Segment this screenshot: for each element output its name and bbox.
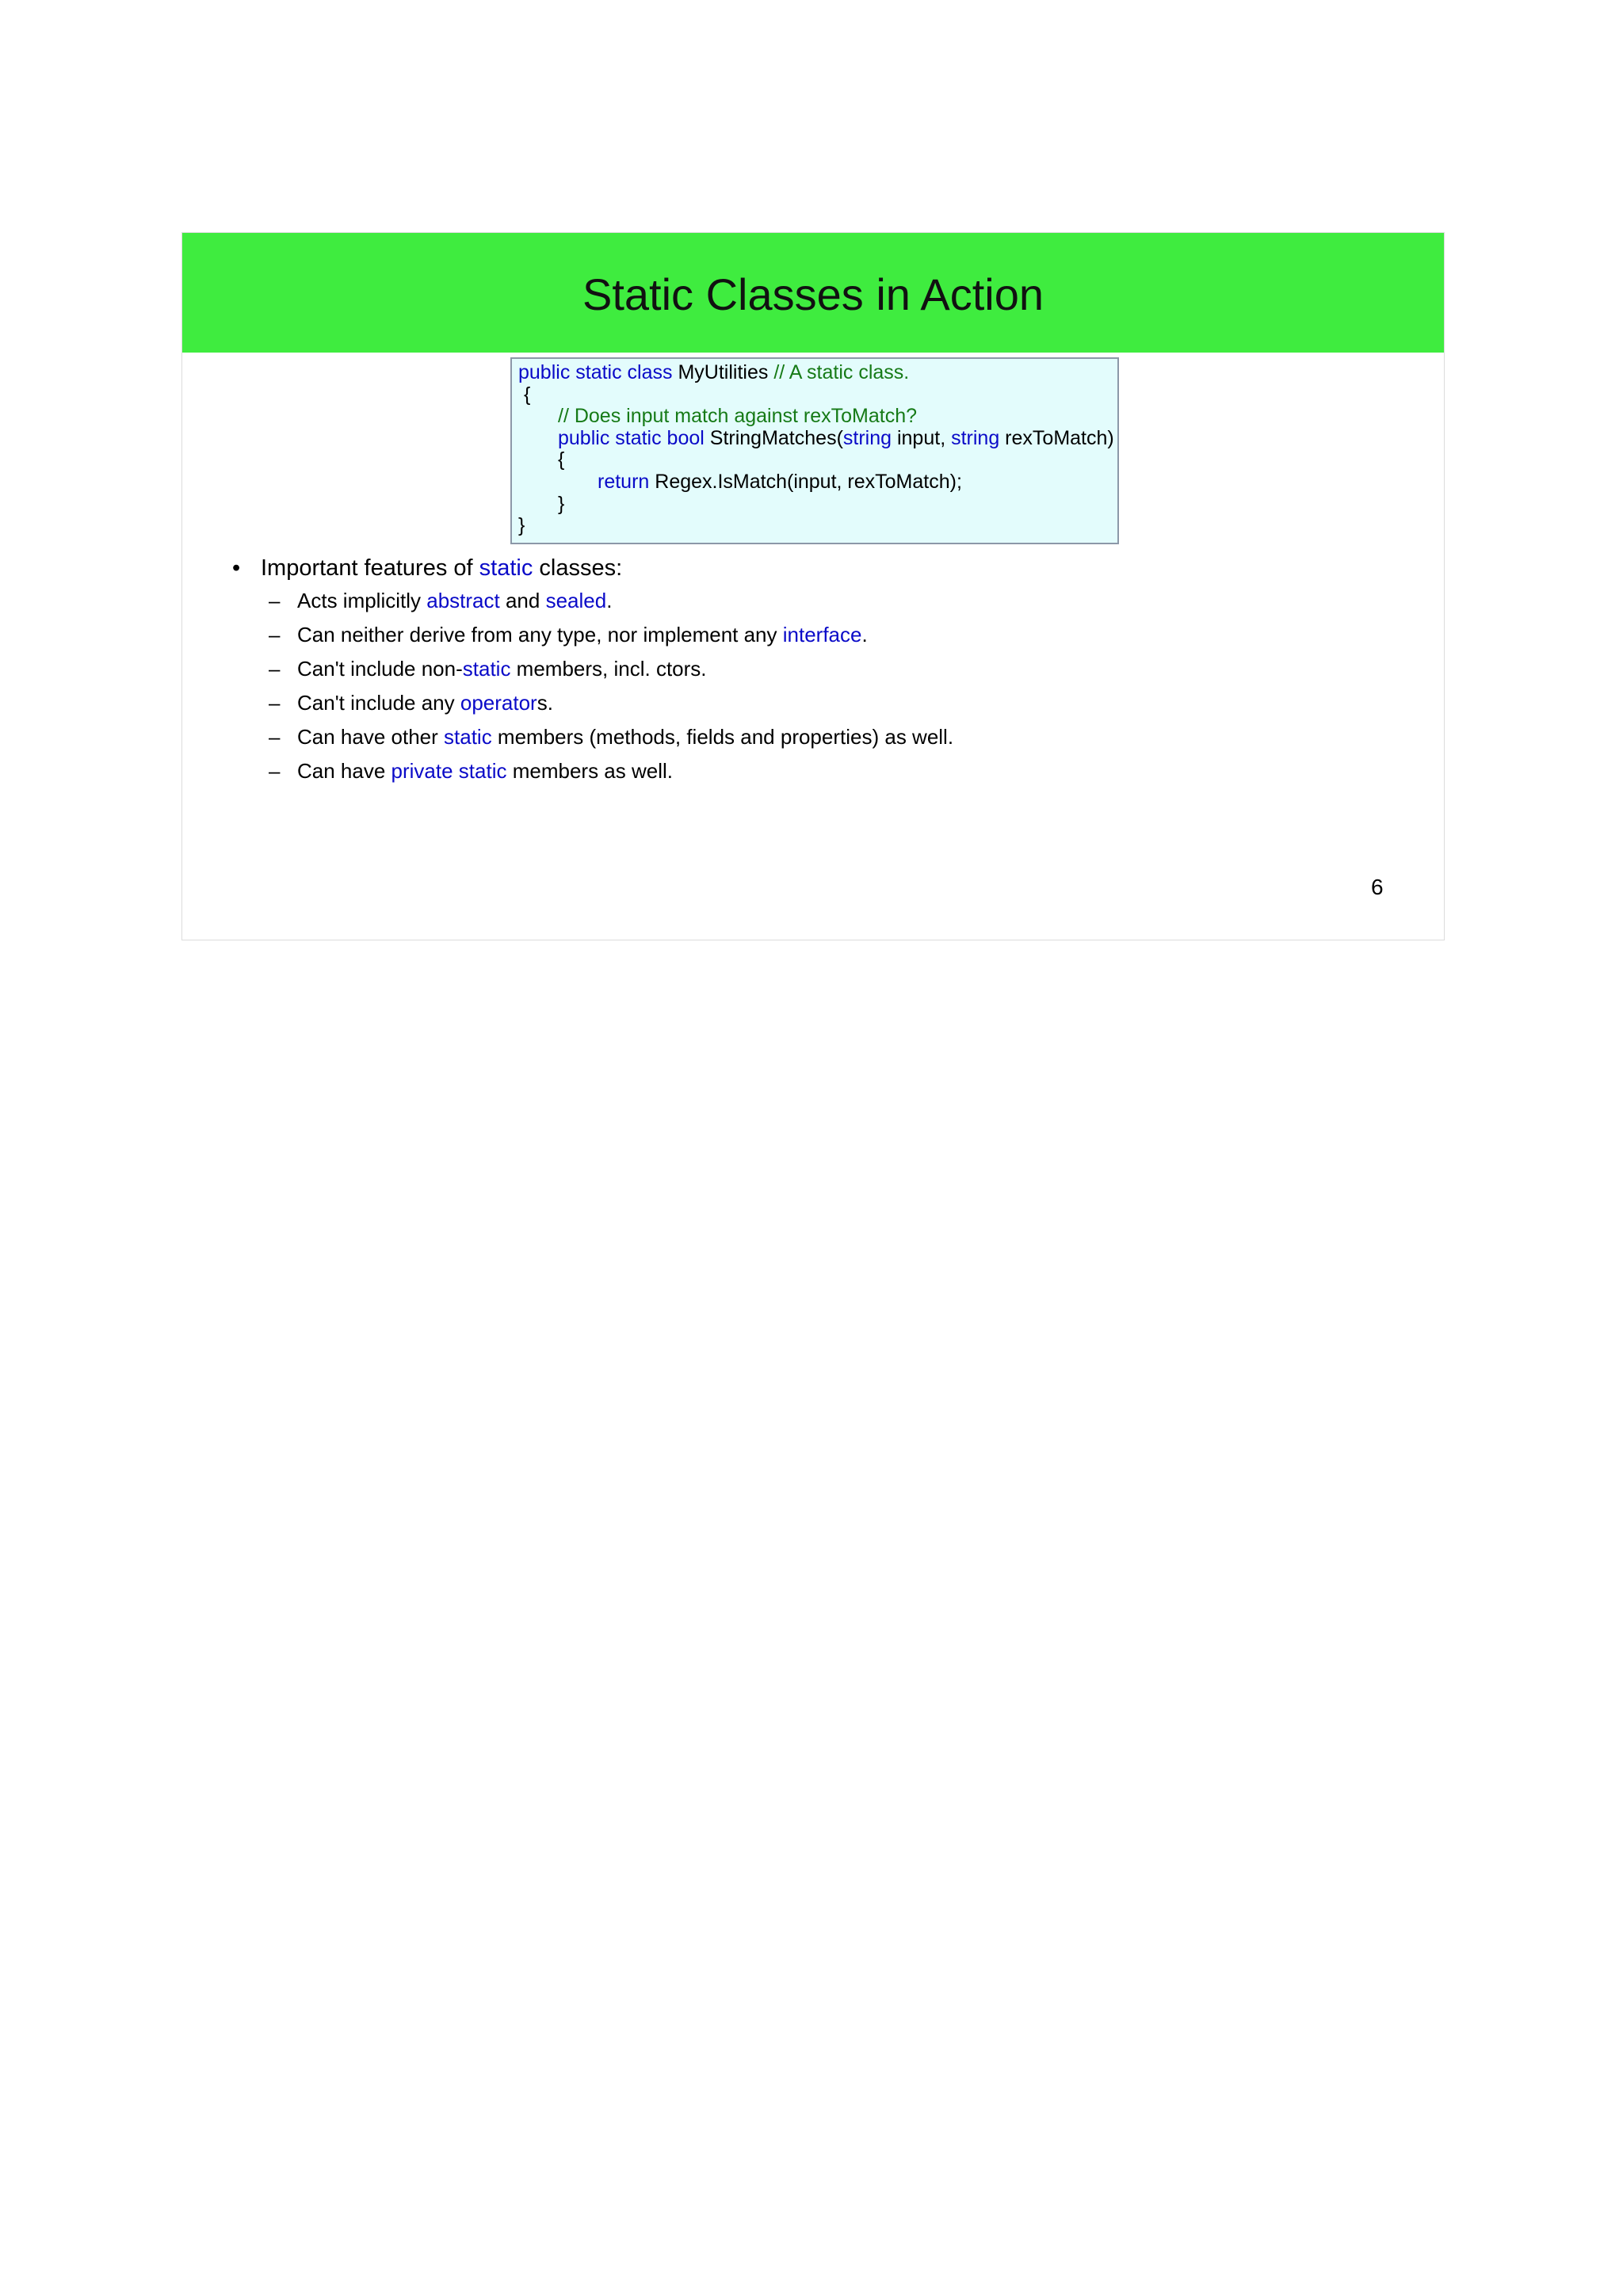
sub-bullet-5 bbox=[269, 724, 953, 749]
sub-bullet-text: s. bbox=[537, 691, 553, 715]
dash-marker: – bbox=[269, 759, 281, 783]
sub-bullet-1 bbox=[269, 588, 612, 613]
code-block bbox=[510, 357, 1119, 544]
sub-bullet-keyword: interface bbox=[782, 623, 862, 646]
dash-marker: – bbox=[269, 725, 281, 749]
code-line-4 bbox=[518, 428, 1117, 450]
code-line-6 bbox=[518, 471, 1117, 494]
code-comment: // Does input match against rexToMatch? bbox=[558, 405, 918, 428]
sub-bullet-text: . bbox=[861, 623, 868, 646]
sub-bullet-text: . bbox=[606, 589, 613, 612]
dash-marker: – bbox=[269, 691, 281, 715]
code-keyword: public static class bbox=[518, 361, 673, 383]
code-line-3 bbox=[518, 406, 1117, 428]
slide bbox=[181, 232, 1445, 940]
sub-bullet-keyword: static bbox=[444, 725, 492, 749]
code-keyword: string bbox=[842, 426, 892, 449]
code-text: rexToMatch) bbox=[999, 426, 1114, 449]
sub-bullet-4 bbox=[269, 690, 553, 715]
sub-bullet-text: members (methods, fields and properties) as well. bbox=[491, 725, 954, 749]
dash-marker: – bbox=[269, 589, 281, 612]
bullet-marker: • bbox=[232, 555, 241, 581]
code-text: MyUtilities bbox=[672, 361, 774, 383]
sub-bullet-3 bbox=[269, 656, 707, 681]
code-line-2 bbox=[518, 384, 1117, 406]
code-line-5 bbox=[518, 449, 1117, 471]
code-text: Regex.IsMatch(input, rexToMatch); bbox=[649, 470, 962, 493]
bullet-text: classes: bbox=[533, 555, 623, 581]
code-text: StringMatches( bbox=[704, 426, 843, 449]
sub-bullet-keyword: static bbox=[462, 657, 511, 681]
code-keyword: public static bool bbox=[558, 426, 705, 449]
code-keyword: string bbox=[951, 426, 1000, 449]
sub-bullet-keyword: abstract bbox=[426, 589, 500, 612]
bullet-text: Important features of bbox=[261, 555, 479, 581]
title-band bbox=[182, 233, 1444, 353]
sub-bullet-keyword: sealed bbox=[545, 589, 607, 612]
code-text: } bbox=[558, 492, 565, 515]
code-line-7 bbox=[518, 494, 1117, 516]
code-text: } bbox=[518, 514, 525, 537]
bullet-main bbox=[232, 554, 622, 582]
sub-bullet-text: Can have other bbox=[297, 725, 445, 749]
sub-bullet-text: Can't include any bbox=[297, 691, 460, 715]
sub-bullet-2 bbox=[269, 622, 868, 647]
page-number: 6 bbox=[1371, 875, 1384, 899]
sub-bullet-keyword: operator bbox=[460, 691, 537, 715]
bullet-keyword: static bbox=[479, 555, 533, 581]
code-text: input, bbox=[892, 426, 952, 449]
sub-bullet-text: members as well. bbox=[506, 759, 673, 783]
code-text: { bbox=[558, 448, 565, 471]
code-text: { bbox=[518, 383, 531, 406]
sub-bullet-text: and bbox=[499, 589, 546, 612]
sub-bullet-text: Acts implicitly bbox=[297, 589, 427, 612]
sub-bullet-text: Can neither derive from any type, nor implement any bbox=[297, 623, 783, 646]
sub-bullet-text: Can't include non- bbox=[297, 657, 463, 681]
code-line-8 bbox=[518, 515, 1117, 537]
sub-bullet-6 bbox=[269, 758, 673, 784]
sub-bullet-text: members, incl. ctors. bbox=[510, 657, 707, 681]
code-line-1 bbox=[518, 362, 1117, 384]
dash-marker: – bbox=[269, 657, 281, 681]
dash-marker: – bbox=[269, 623, 281, 646]
code-comment: // A static class. bbox=[773, 361, 910, 383]
sub-bullet-keyword: private static bbox=[391, 759, 507, 783]
slide-title: Static Classes in Action bbox=[582, 269, 1044, 319]
code-keyword: return bbox=[598, 470, 650, 493]
sub-bullet-text: Can have bbox=[297, 759, 391, 783]
